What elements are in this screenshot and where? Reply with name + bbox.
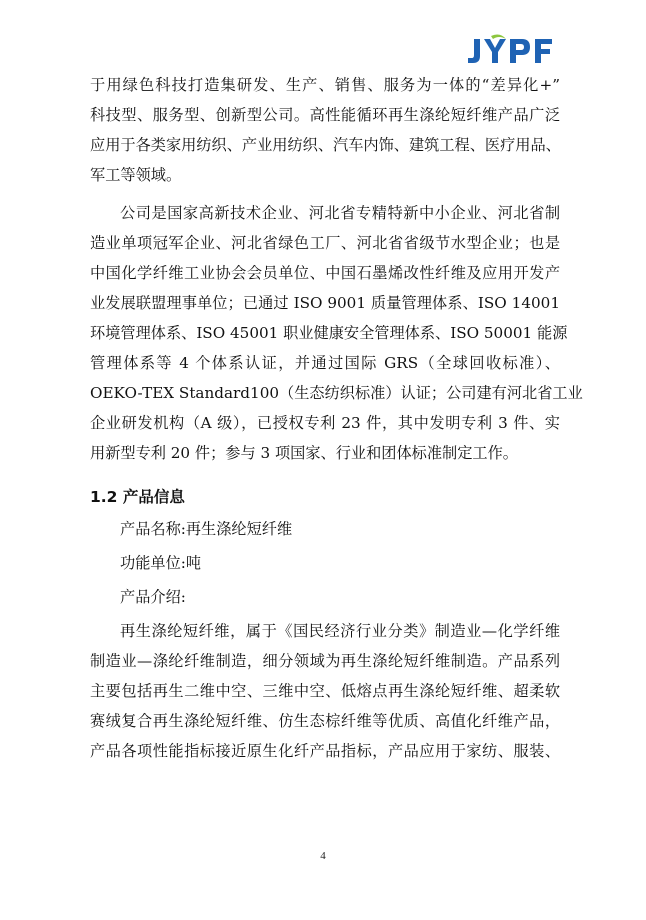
text-line: 企业研发机构（A 级），已授权专利 23 件，其中发明专利 3 件、实 <box>90 414 560 432</box>
text-line: 军工等领域。 <box>90 166 182 184</box>
text-line: 环境管理体系、ISO 45001 职业健康安全管理体系、ISO 50001 能源 <box>90 324 568 342</box>
jypf-logo-graphic <box>462 30 572 70</box>
text-line: 于用绿色科技打造集研发、生产、销售、服务为一体的“差异化+” <box>90 76 560 94</box>
text-line: 制造业—涤纶纤维制造，细分领域为再生涤纶短纤维制造。产品系列 <box>90 652 560 670</box>
text-line: 再生涤纶短纤维，属于《国民经济行业分类》制造业—化学纤维 <box>120 622 560 640</box>
text-line: 用新型专利 20 件；参与 3 项国家、行业和团体标准制定工作。 <box>90 444 518 462</box>
text-line: 公司是国家高新技术企业、河北省专精特新中小企业、河北省制 <box>120 204 560 222</box>
section-heading: 1.2 产品信息 <box>90 488 185 506</box>
text-line: 主要包括再生二维中空、三维中空、低熔点再生涤纶短纤维、超柔软 <box>90 682 560 700</box>
text-line: 造业单项冠军企业、河北省绿色工厂、河北省省级节水型企业；也是 <box>90 234 560 252</box>
functional-unit: 功能单位:吨 <box>120 554 202 572</box>
body-text <box>90 70 583 766</box>
text-line: 赛绒复合再生涤纶短纤维、仿生态棕纤维等优质、高值化纤维产品， <box>90 712 560 730</box>
product-intro-label: 产品介绍: <box>120 588 186 606</box>
text-line: 科技型、服务型、创新型公司。高性能循环再生涤纶短纤维产品广泛 <box>90 106 560 124</box>
text-line: 应用于各类家用纺织、产业用纺织、汽车内饰、建筑工程、医疗用品、 <box>90 136 561 154</box>
text-line: 业发展联盟理事单位；已通过 ISO 9001 质量管理体系、ISO 14001 <box>90 294 560 312</box>
text-line: 管理体系等 4 个体系认证，并通过国际 GRS（全球回收标准）、 <box>90 354 560 372</box>
text-line: 中国化学纤维工业协会会员单位、中国石墨烯改性纤维及应用开发产 <box>90 264 560 282</box>
company-logo <box>462 30 572 70</box>
page-number: 4 <box>320 850 326 862</box>
product-name: 产品名称:再生涤纶短纤维 <box>120 520 293 538</box>
text-line: OEKO-TEX Standard100（生态纺织标准）认证；公司建有河北省工业 <box>90 384 583 402</box>
text-line: 产品各项性能指标接近原生化纤产品指标，产品应用于家纺、服装、 <box>90 742 560 760</box>
